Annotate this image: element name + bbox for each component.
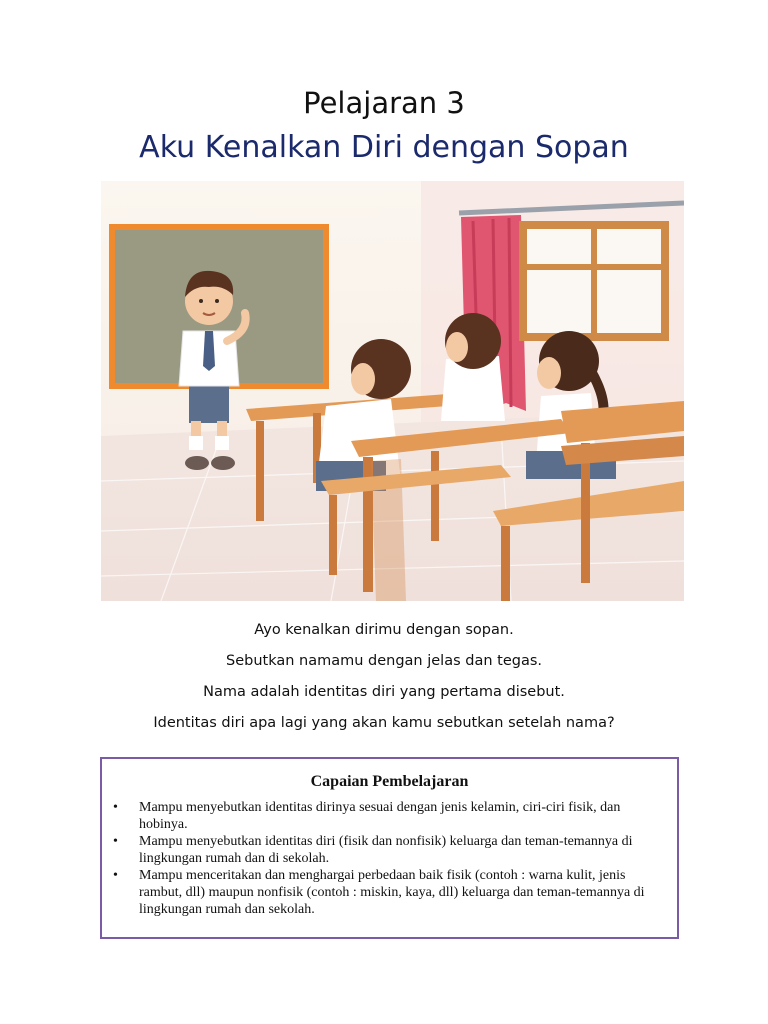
intro-line: Sebutkan namamu dengan jelas dan tegas. bbox=[225, 653, 543, 669]
intro-line: Nama adalah identitas diri yang pertama disebut. bbox=[203, 684, 565, 700]
lesson-number: Pelajaran 3 bbox=[303, 86, 465, 120]
intro-text bbox=[0, 618, 768, 742]
list-item: • Mampu menyebutkan identitas diri (fisik dan nonfisik) keluarga dan teman-temannya di lingkungan rumah dan di sekolah. bbox=[139, 833, 677, 867]
intro-line: Ayo kenalkan dirimu dengan sopan. bbox=[254, 622, 514, 638]
learning-outcomes-box bbox=[100, 757, 679, 939]
list-item: • Mampu menceritakan dan menghargai perbedaan baik fisik (contoh : warna kulit, jenis rambut, dll) maupun nonfisik (contoh : miskin, kaya, dll) keluarga dan teman-temannya di lingkungan rumah dan sekolah. bbox=[139, 867, 677, 918]
list-item: • Mampu menyebutkan identitas dirinya sesuai dengan jenis kelamin, ciri-ciri fisik, dan hobinya. bbox=[139, 799, 677, 833]
intro-line: Identitas diri apa lagi yang akan kamu sebutkan setelah nama? bbox=[153, 715, 615, 731]
classroom-illustration bbox=[101, 181, 684, 601]
lesson-title: Aku Kenalkan Diri dengan Sopan bbox=[139, 130, 629, 165]
learning-outcomes-title: Capaian Pembelajaran bbox=[310, 773, 469, 790]
learning-outcomes-list bbox=[102, 799, 677, 918]
